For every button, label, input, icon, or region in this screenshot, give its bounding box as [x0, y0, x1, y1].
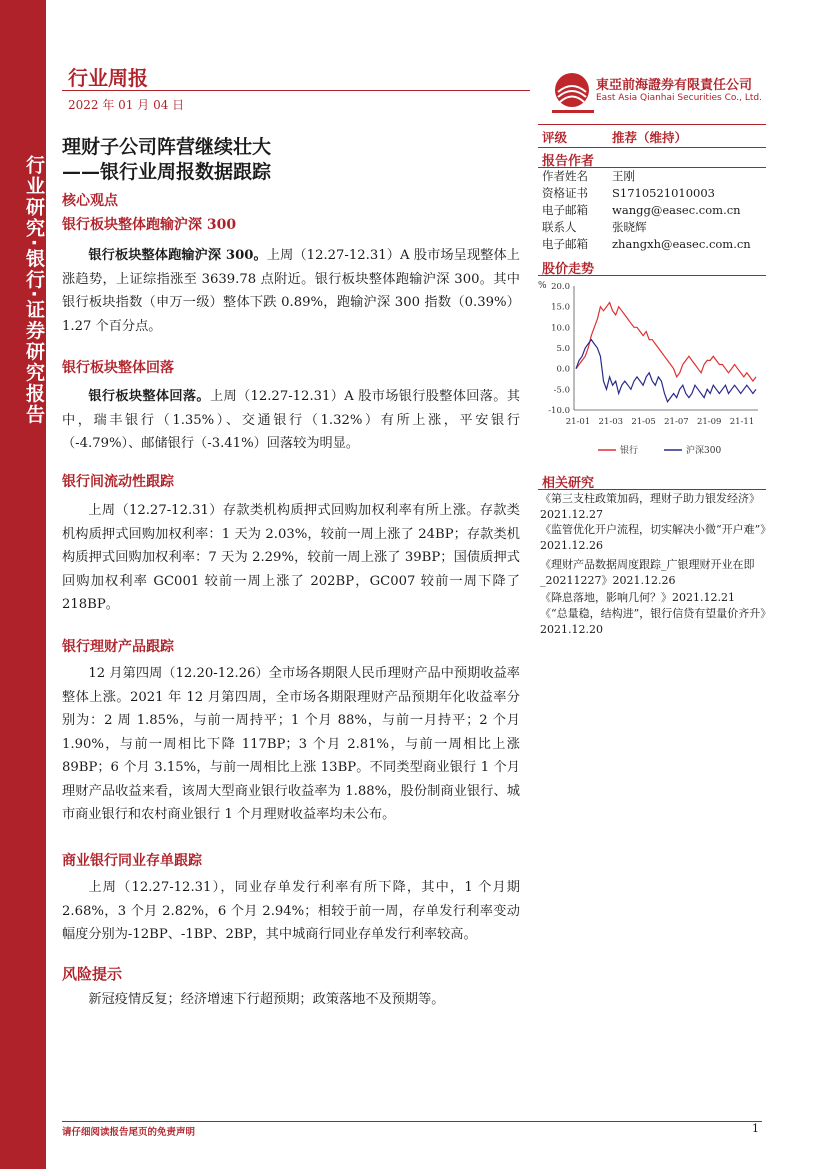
series-line-bank — [576, 303, 756, 382]
author-row — [542, 236, 751, 252]
x-tick-label: 21-11 — [729, 417, 755, 427]
section-paragraph: 上周（12.27-12.31）存款类机构质押式回购加权利率有所上涨。存款类机构质押式回购加权利率：1 天为 2.03%，较前一周上涨了 24BP；存款类机构质押式回购加权利率：7 天为 2.29%，较前一周上涨了 39BP；国债质押式回购加权利率 GC001 较前一周上涨了 202BP，GC007 较前一周下降了 218BP。 — [62, 503, 520, 612]
footer-divider — [62, 1121, 762, 1122]
core-heading: 核心观点 — [62, 193, 118, 209]
y-tick-label: 15.0 — [551, 302, 570, 313]
lead-text: 银行板块整体跑输沪深 300。 — [88, 248, 267, 263]
related-title: 相关研究 — [542, 476, 595, 491]
section-title: 商业银行同业存单跟踪 — [62, 853, 202, 869]
row-key: 作者姓名 — [542, 169, 588, 183]
stock-chart — [536, 278, 766, 466]
body-text: 上周（12.27-12.31）A 股市场呈现整体上涨趋势，上证综指涨至 3639.78 点附近。银行板块整体跑输沪深 300。其中银行板块指数（申万一级）整体下跌 0.89%，跑输沪深 300 指数（0.39%）1.27 个百分点。 — [62, 248, 520, 334]
footer-disclaimer: 请仔细阅读报告尾页的免责声明 — [62, 1127, 196, 1138]
row-key: 联系人 — [542, 220, 577, 234]
section-title: 银行理财产品跟踪 — [62, 639, 174, 655]
row-value: S1710521010003 — [612, 186, 715, 200]
company-name-cn: 東亞前海證券有限責任公司 — [596, 78, 753, 93]
section-title: 银行板块整体跑输沪深 300 — [62, 217, 237, 233]
sidebar-label: 行业研究·银行·证券研究报告 — [23, 155, 45, 426]
report-title: 理财子公司阵营继续壮大 — [62, 136, 272, 158]
row-key: 资格证书 — [542, 186, 588, 200]
stock-divider — [538, 275, 766, 276]
y-tick-label: -5.0 — [553, 385, 570, 396]
page-number: 1 — [752, 1122, 759, 1135]
related-item[interactable]: 《降息落地，影响几何？》2021.12.21 — [540, 591, 735, 604]
y-tick-label: 0.0 — [556, 364, 570, 375]
x-tick-label: 21-07 — [664, 417, 689, 427]
rating-value: 推荐（维持） — [612, 130, 688, 145]
company-name-en: East Asia Qianhai Securities Co., Ltd. — [596, 93, 762, 103]
related-divider — [538, 489, 766, 490]
related-item[interactable]: 《第三支柱政策加码，理财子助力银发经济》2021.12.27 — [540, 492, 760, 521]
y-tick-label: -10.0 — [548, 406, 570, 416]
section-paragraph — [62, 244, 520, 338]
stock-title: 股价走势 — [542, 262, 595, 277]
y-tick-label: 20.0 — [551, 282, 570, 292]
row-value[interactable]: wangg@easec.com.cn — [612, 203, 741, 217]
author-row — [542, 219, 647, 235]
lead-text: 银行板块整体回落。 — [88, 389, 210, 404]
legend-label-bank: 银行 — [620, 446, 639, 456]
related-item[interactable]: 《监管优化开户流程，切实解决小微“开户难”》2021.12.26 — [540, 523, 766, 552]
row-key: 电子邮箱 — [542, 203, 588, 217]
author-row — [542, 185, 715, 201]
x-tick-label: 21-01 — [565, 417, 591, 427]
related-item[interactable]: 《理财产品数据周度跟踪_广银理财开业在即_20211227》2021.12.26 — [540, 558, 755, 587]
x-tick-label: 21-03 — [598, 417, 624, 427]
report-date: 2022 年 01 月 04 日 — [68, 98, 185, 112]
section-title: 银行间流动性跟踪 — [62, 474, 174, 490]
report-type: 行业周报 — [68, 66, 148, 90]
section-paragraph: 12 月第四周（12.20-12.26）全市场各期限人民币理财产品中预期收益率整体上涨。2021 年 12 月第四周，全市场各期限理财产品预期年化收益率分别为：2 周 1.85%，与前一周持平；1 个月 88%，与前一月持平；2 个月 1.90%，与前一周相比下降 117BP；3 个月 2.81%，与前一周相比上涨 89BP；6 个月 3.15%，与前一周相比上涨 13BP。不同类型商业银行 1 个月理财产品收益来看，该周大型商业银行收益率为 1.88%，股份制商业银行、城市商业银行和农村商业银行 1 个月理财收益率均未公布。 — [62, 666, 520, 822]
y-axis-unit: % — [538, 281, 547, 291]
related-item[interactable]: 《“总量稳，结构进”，银行信贷有望量价齐升》2021.12.20 — [540, 607, 766, 636]
x-tick-label: 21-09 — [696, 417, 722, 427]
series-line-hs300 — [576, 340, 756, 402]
row-value[interactable]: zhangxh@easec.com.cn — [612, 237, 751, 251]
rating-label: 评级 — [542, 130, 568, 145]
x-tick-label: 21-05 — [631, 417, 656, 427]
section-paragraph — [62, 385, 520, 456]
author-row — [542, 168, 635, 184]
authors-title: 报告作者 — [542, 154, 595, 169]
section-title: 银行板块整体回落 — [62, 360, 174, 376]
row-key: 电子邮箱 — [542, 237, 588, 251]
author-row — [542, 202, 741, 218]
risk-title: 风险提示 — [62, 965, 123, 983]
legend-label-hs300: 沪深300 — [686, 446, 722, 456]
header-divider — [62, 90, 530, 91]
section-paragraph: 上周（12.27-12.31），同业存单发行利率有所下降，其中，1 个月期 2.68%，3 个月 2.82%，6 个月 2.94%；相较于前一周，存单发行利率变动幅度分别为-12BP、-1BP、2BP，其中城商行同业存单发行利率较高。 — [62, 880, 520, 942]
body-text: 上周（12.27-12.31）A 股市场银行股整体回落。其中，瑞丰银行（1.35%）、交通银行（1.32%）有所上涨，平安银行（-4.79%）、邮储银行（-3.41%）回落较为明显。 — [62, 389, 520, 451]
y-tick-label: 5.0 — [556, 344, 570, 354]
y-tick-label: 10.0 — [551, 323, 570, 334]
report-subtitle: ——银行业周报数据跟踪 — [62, 161, 272, 183]
risk-paragraph: 新冠疫情反复；经济增速下行超预期；政策落地不及预期等。 — [88, 992, 445, 1007]
row-value: 王刚 — [612, 169, 635, 183]
row-value: 张晓辉 — [612, 220, 647, 234]
